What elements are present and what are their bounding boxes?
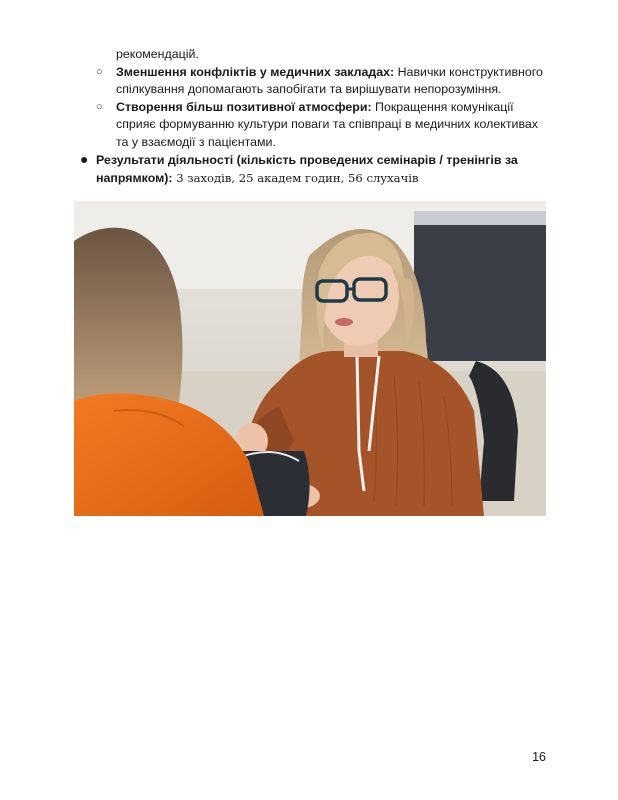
text-block bbox=[78, 46, 548, 187]
item-heading: Зменшення конфліктів у медичних закладах: bbox=[116, 64, 395, 79]
item-heading: Результати діяльності (кількість проведених семінарів / тренінгів за bbox=[96, 153, 518, 167]
hollow-bullet-icon: ○ bbox=[96, 100, 103, 113]
item-text: Навички конструктивного bbox=[394, 64, 543, 79]
sub-list bbox=[78, 64, 548, 152]
item-text: сприяє формуванню культури поваги та співпраці в медичних колективах bbox=[116, 117, 538, 131]
item-text: та у взаємодії з пацієнтами. bbox=[116, 134, 276, 149]
sub-list-item bbox=[96, 99, 548, 152]
item-heading: напрямком): bbox=[96, 170, 173, 185]
main-list-item bbox=[78, 152, 548, 187]
hollow-bullet-icon: ○ bbox=[96, 65, 103, 78]
sub-list-item bbox=[96, 64, 548, 99]
item-text: Покращення комунікації bbox=[371, 99, 514, 114]
results-value: 3 заходів, 25 академ годин, 56 слухачів bbox=[172, 170, 419, 185]
filled-bullet-icon: ● bbox=[80, 151, 89, 167]
continued-text: рекомендацій. bbox=[116, 47, 199, 61]
item-text: спілкування допомагають запобігати та вирішувати непорозуміння. bbox=[116, 82, 502, 96]
page-number: 16 bbox=[532, 750, 546, 764]
training-photo bbox=[74, 201, 546, 516]
item-heading: Створення більш позитивної атмосфери: bbox=[116, 99, 372, 114]
